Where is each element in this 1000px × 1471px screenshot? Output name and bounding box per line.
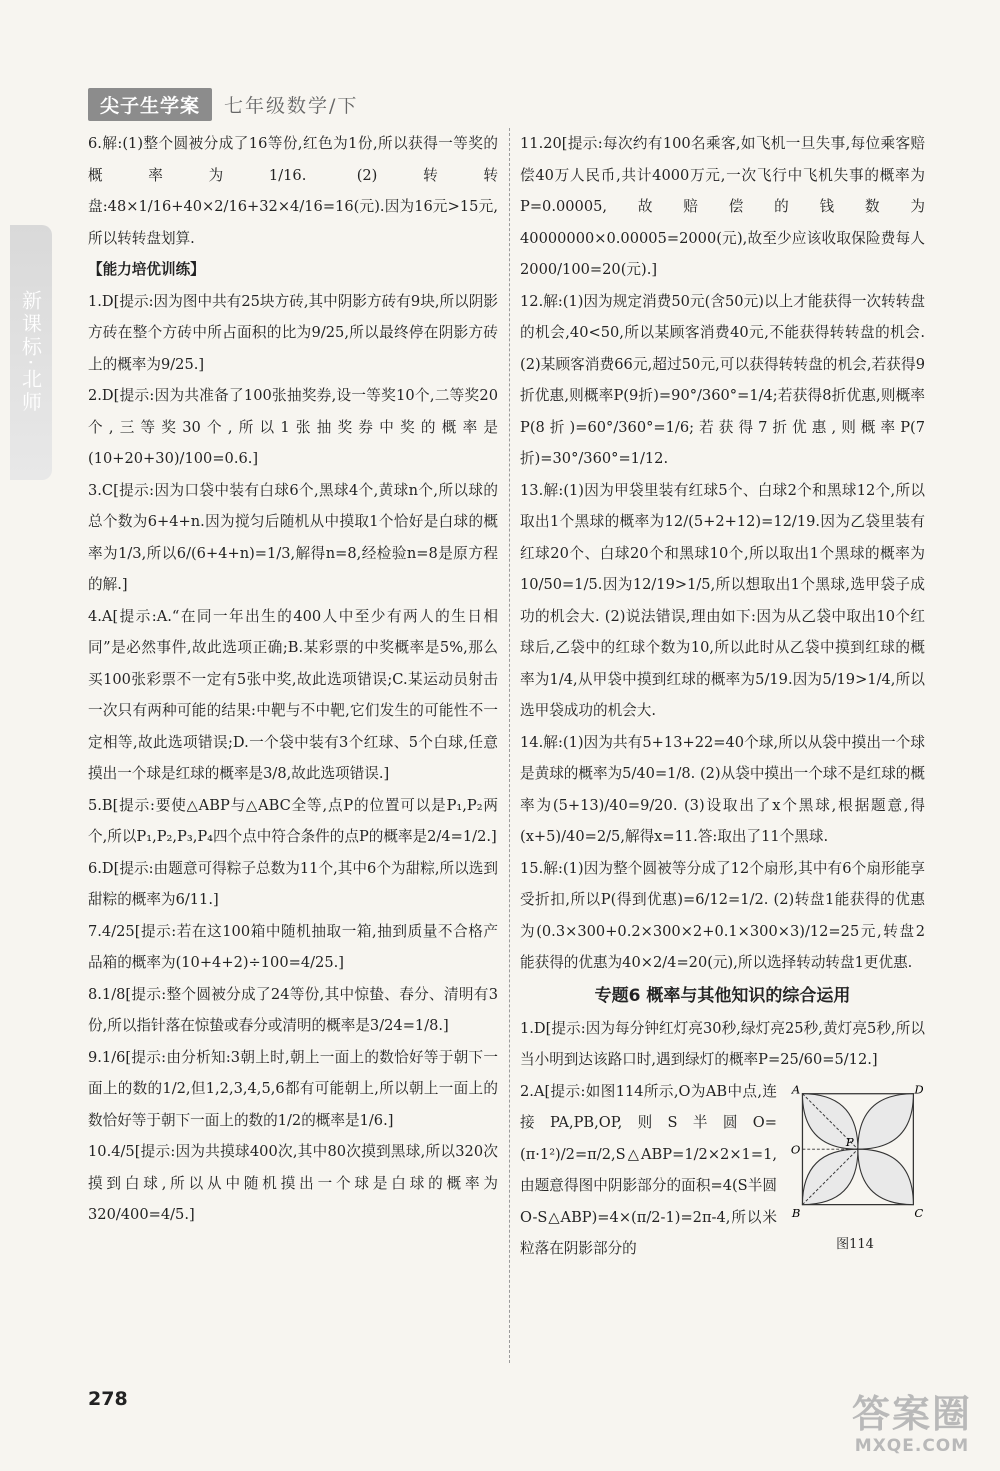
answer-item: 7.4/25[提示:若在这100箱中随机抽取一箱,抽到质量不合格产品箱的概率为(10+4+2)÷100=4/25.]	[88, 922, 498, 971]
figure-answer	[520, 1076, 925, 1265]
course-title: 七年级数学/下	[224, 94, 359, 117]
answer-item: 1.D[提示:因为图中共有25块方砖,其中阴影方砖有9块,所以阴影方砖在整个方砖中所占面积的比为9/25,所以最终停在阴影方砖上的概率为9/25.]	[88, 292, 498, 373]
watermark-url: MXQE.COM	[854, 1436, 970, 1456]
watermark-logo: 答案圈	[851, 1392, 972, 1436]
label-O: O	[790, 1142, 800, 1157]
page-number: 278	[88, 1388, 128, 1410]
answer-item: 3.C[提示:因为口袋中装有白球6个,黑球4个,黄球n个,所以球的总个数为6+4+n.因为搅匀后随机从中摸取1个恰好是白球的概率为1/3,所以6/(6+4+n)=1/3,解得n=8,经检验n=8是原方程的解.]	[88, 481, 498, 593]
answer-item: 6.解:(1)整个圆被分成了16等份,红色为1份,所以获得一等奖的概率为1/16. (2)转转盘:48×1/16+40×2/16+32×4/16=16(元).因为16元>15元,所以转转盘划算.	[88, 135, 498, 247]
answer-item: 11.20[提示:每次约有100名乘客,如飞机一旦失事,每位乘客赔偿40万人民币,共计4000万元,一次飞行中飞机失事的概率为P=0.00005,故赔偿的钱数为40000000×0.00005=2000(元),故至少应该收取保险费每人2000/100=20(元).]	[520, 135, 925, 278]
page-header	[88, 88, 358, 120]
answer-item: 2.A[提示:如图114所示,O为AB中点,连接PA,PB,OP,则S半圆O=(π·1²)/2=π/2,S△ABP=1/2×2×1=1,由题意得图中阴影部分的面积=4(S半圆O-S△ABP)=4×(π/2-1)=2π-4,所以米粒落在阴影部分的	[520, 1082, 777, 1257]
label-D: D	[913, 1083, 923, 1097]
figure-114	[785, 1076, 925, 1265]
section-label: 【能力培优训练】	[88, 261, 205, 278]
answer-item: 1.D[提示:因为每分钟红灯亮30秒,绿灯亮25秒,黄灯亮5秒,所以当小明到达该路口时,遇到绿灯的概率P=25/60=5/12.]	[520, 1019, 925, 1068]
answer-item: 2.D[提示:因为共准备了100张抽奖券,设一等奖10个,二等奖20个,三等奖30个,所以1张抽奖券中奖的概率是(10+20+30)/100=0.6.]	[88, 387, 498, 467]
label-P: P	[845, 1134, 854, 1149]
left-column	[88, 128, 498, 1231]
watermark	[852, 1392, 972, 1456]
column-divider	[509, 128, 510, 1363]
answer-item: 10.4/5[提示:因为共摸球400次,其中80次摸到黑球,所以320次摸到白球,所以从中随机摸出一个球是白球的概率为320/400=4/5.]	[88, 1143, 498, 1223]
answer-item: 6.D[提示:由题意可得粽子总数为11个,其中6个为甜粽,所以选到甜粽的概率为6/11.]	[88, 859, 498, 908]
answer-item: 8.1/8[提示:整个圆被分成了24等份,其中惊蛰、春分、清明有3份,所以指针落在惊蛰或春分或清明的概率是3/24=1/8.]	[88, 985, 498, 1034]
label-A: A	[791, 1083, 800, 1097]
label-B: B	[791, 1205, 800, 1220]
label-C: C	[913, 1205, 923, 1220]
answer-item: 13.解:(1)因为甲袋里装有红球5个、白球2个和黑球12个,所以取出1个黑球的概率为12/(5+2+12)=12/19.因为乙袋里装有红球20个、白球20个和黑球10个,所以取出1个黑球的概率为10/50=1/5.因为12/19>1/5,所以想取出1个黑球,选甲袋子成功的机会大. (2)说法错误,理由如下:因为从乙袋中取出10个红球后,乙袋中的红球个数为10,所以此时从乙袋中摸到红球的概率为1/4,从甲袋中摸到红球的概率为5/19.因为5/19>1/4,所以选甲袋成功的机会大.	[520, 481, 925, 719]
brand-logo: 尖子生学案	[88, 88, 212, 121]
right-column	[520, 128, 925, 1265]
answer-item: 12.解:(1)因为规定消费50元(含50元)以上才能获得一次转转盘的机会,40<50,所以某顾客消费40元,不能获得转转盘的机会. (2)某顾客消费66元,超过50元,可以获得转转盘的机会,若获得9折优惠,则概率P(9折)=90°/360°=1/4;若获得8折优惠,则概率P(8折)=60°/360°=1/6;若获得7折优惠,则概率P(7折)=30°/360°=1/12.	[520, 292, 925, 467]
answer-item: 15.解:(1)因为整个圆被等分成了12个扇形,其中有6个扇形能享受折扣,所以P(得到优惠)=6/12=1/2. (2)转盘1能获得的优惠为(0.3×300+0.2×300×2+0.1×300×3)/12=25元,转盘2能获得的优惠为40×2/4=20(元),所以选择转动转盘1更优惠.	[520, 859, 925, 971]
figure-caption: 图114	[836, 1237, 874, 1252]
answer-item: 4.A[提示:A.“在同一年出生的400人中至少有两人的生日相同”是必然事件,故此选项正确;B.某彩票的中奖概率是5%,那么买100张彩票不一定有5张中奖,故此选项错误;C.某运动员射击一次只有两种可能的结果:中靶与不中靶,它们发生的可能性不一定相等,故此选项错误;D.一个袋中装有3个红球、5个白球,任意摸出一个球是红球的概率是3/8,故此选项错误.]	[88, 607, 498, 782]
topic-title: 专题6 概率与其他知识的综合运用	[594, 985, 851, 1006]
answer-item: 9.1/6[提示:由分析知:3朝上时,朝上一面上的数恰好等于朝下一面上的数的1/2,但1,2,3,4,5,6都有可能朝上,所以朝上一面上的数恰好等于朝下一面上的数的1/2的概率是1/6.]	[88, 1048, 498, 1129]
side-tab: 新课标·北师	[10, 225, 52, 480]
answer-item: 5.B[提示:要使△ABP与△ABC全等,点P的位置可以是P₁,P₂两个,所以P₁,P₂,P₃,P₄四个点中符合条件的点P的概率是2/4=1/2.]	[88, 796, 498, 845]
square-petal-diagram	[788, 1084, 923, 1224]
answer-item: 14.解:(1)因为共有5+13+22=40个球,所以从袋中摸出一个球是黄球的概率为5/40=1/8. (2)从袋中摸出一个球不是红球的概率为(5+13)/40=9/20. (3)设取出了x个黑球,根据题意,得(x+5)/40=2/5,解得x=11.答:取出了11个黑球.	[520, 733, 925, 845]
